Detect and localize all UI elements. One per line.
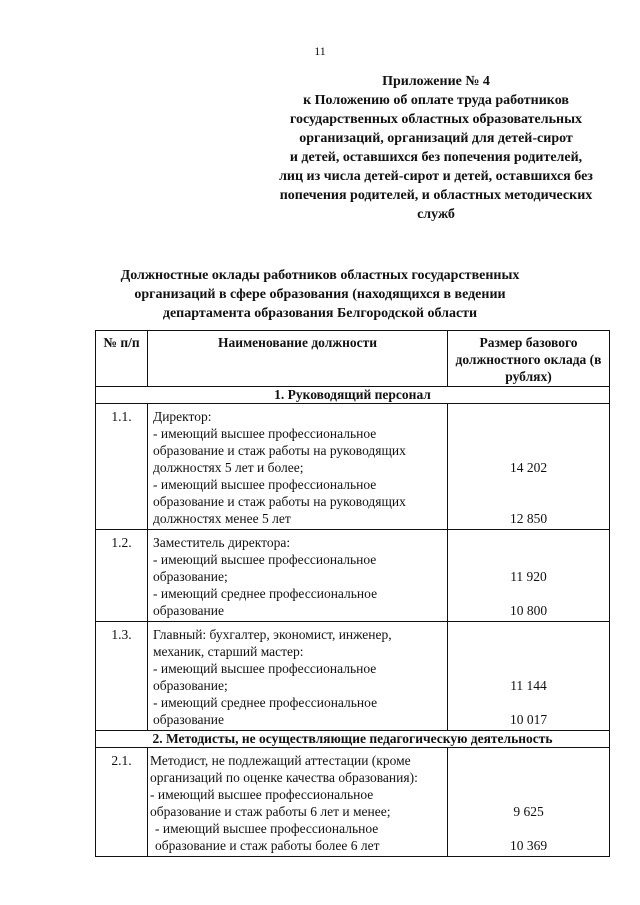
position-line: Главный: бухгалтер, экономист, инженер, <box>153 627 392 642</box>
appendix-line: Приложение № 4 <box>382 74 490 89</box>
position-line: образование; <box>153 678 228 693</box>
position-line: организаций по оценке качества образования): <box>150 770 418 785</box>
row-salary <box>448 404 610 530</box>
salary-value: 11 144 <box>510 678 547 693</box>
position-line: механик, старший мастер: <box>153 644 304 659</box>
position-line: образование и стаж работы на руководящих <box>153 443 406 458</box>
table-row <box>96 404 610 530</box>
salary-value: 11 920 <box>510 569 547 584</box>
position-line: образование <box>153 603 224 618</box>
position-line: Методист, не подлежащий аттестации (кроме <box>150 753 411 768</box>
appendix-line: государственных областных образовательных <box>289 112 583 127</box>
appendix-line: попечения родителей, и областных методических <box>279 188 593 203</box>
position-line: должностях менее 5 лет <box>153 511 291 526</box>
table-header-row <box>96 331 610 387</box>
position-line: - имеющий высшее профессиональное <box>153 426 377 441</box>
position-line: образование и стаж работы 6 лет и менее; <box>150 804 391 819</box>
row-num: 2.1. <box>96 748 148 857</box>
row-salary <box>448 530 610 622</box>
title-line: департамента образования Белгородской области <box>162 306 478 321</box>
document-title <box>100 266 540 323</box>
position-line: образование и стаж работы более 6 лет <box>155 838 380 853</box>
salary-table <box>95 330 610 857</box>
section-row <box>96 731 610 748</box>
salary-value: 9 625 <box>513 804 544 819</box>
appendix-line: служб <box>417 207 455 222</box>
position-line: должностях 5 лет и более; <box>153 460 304 475</box>
appendix-line: организаций, организаций для детей-сирот <box>299 131 573 146</box>
row-position <box>148 530 448 622</box>
salary-value: 12 850 <box>509 511 548 526</box>
row-position <box>148 748 448 857</box>
appendix-line: к Положению об оплате труда работников <box>303 93 569 108</box>
row-num: 1.2. <box>96 530 148 622</box>
position-line: образование; <box>153 569 228 584</box>
salary-value: 14 202 <box>509 460 548 475</box>
row-num: 1.1. <box>96 404 148 530</box>
position-line: образование <box>153 712 224 727</box>
header-name: Наименование должности <box>148 331 448 387</box>
row-salary <box>448 748 610 857</box>
section-title: 2. Методисты, не осуществляющие педагогическую деятельность <box>96 731 610 748</box>
row-position <box>148 404 448 530</box>
row-num: 1.3. <box>96 622 148 731</box>
position-line: - имеющий высшее профессиональное <box>153 552 377 567</box>
appendix-line: и детей, оставшихся без попечения родителей, <box>289 150 583 165</box>
appendix-line: лиц из числа детей-сирот и детей, оставшихся без <box>279 169 593 184</box>
position-line: образование и стаж работы на руководящих <box>153 494 406 509</box>
section-title: 1. Руководящий персонал <box>96 387 610 404</box>
table-row <box>96 748 610 857</box>
header-num: № п/п <box>96 331 148 387</box>
title-line: организаций в сфере образования (находящихся в ведении <box>134 287 506 302</box>
row-position <box>148 622 448 731</box>
table-row <box>96 530 610 622</box>
position-line: - имеющий высшее профессиональное <box>153 477 377 492</box>
position-line: Заместитель директора: <box>153 535 291 550</box>
table-row <box>96 622 610 731</box>
position-line: - имеющий высшее профессиональное <box>153 661 377 676</box>
salary-value: 10 017 <box>509 712 548 727</box>
section-row <box>96 387 610 404</box>
salary-value: 10 800 <box>509 603 548 618</box>
position-line: Директор: <box>153 409 212 424</box>
position-line: - имеющий высшее профессиональное <box>150 787 374 802</box>
header-size: Размер базового должностного оклада (в рублях) <box>448 331 610 387</box>
salary-value: 10 369 <box>509 838 548 853</box>
page-number: 11 <box>314 44 326 58</box>
appendix-heading <box>250 72 622 224</box>
position-line: - имеющий среднее профессиональное <box>153 695 378 710</box>
row-salary <box>448 622 610 731</box>
position-line: - имеющий среднее профессиональное <box>153 586 378 601</box>
title-line: Должностные оклады работников областных государственных <box>120 268 520 283</box>
position-line: - имеющий высшее профессиональное <box>155 821 379 836</box>
